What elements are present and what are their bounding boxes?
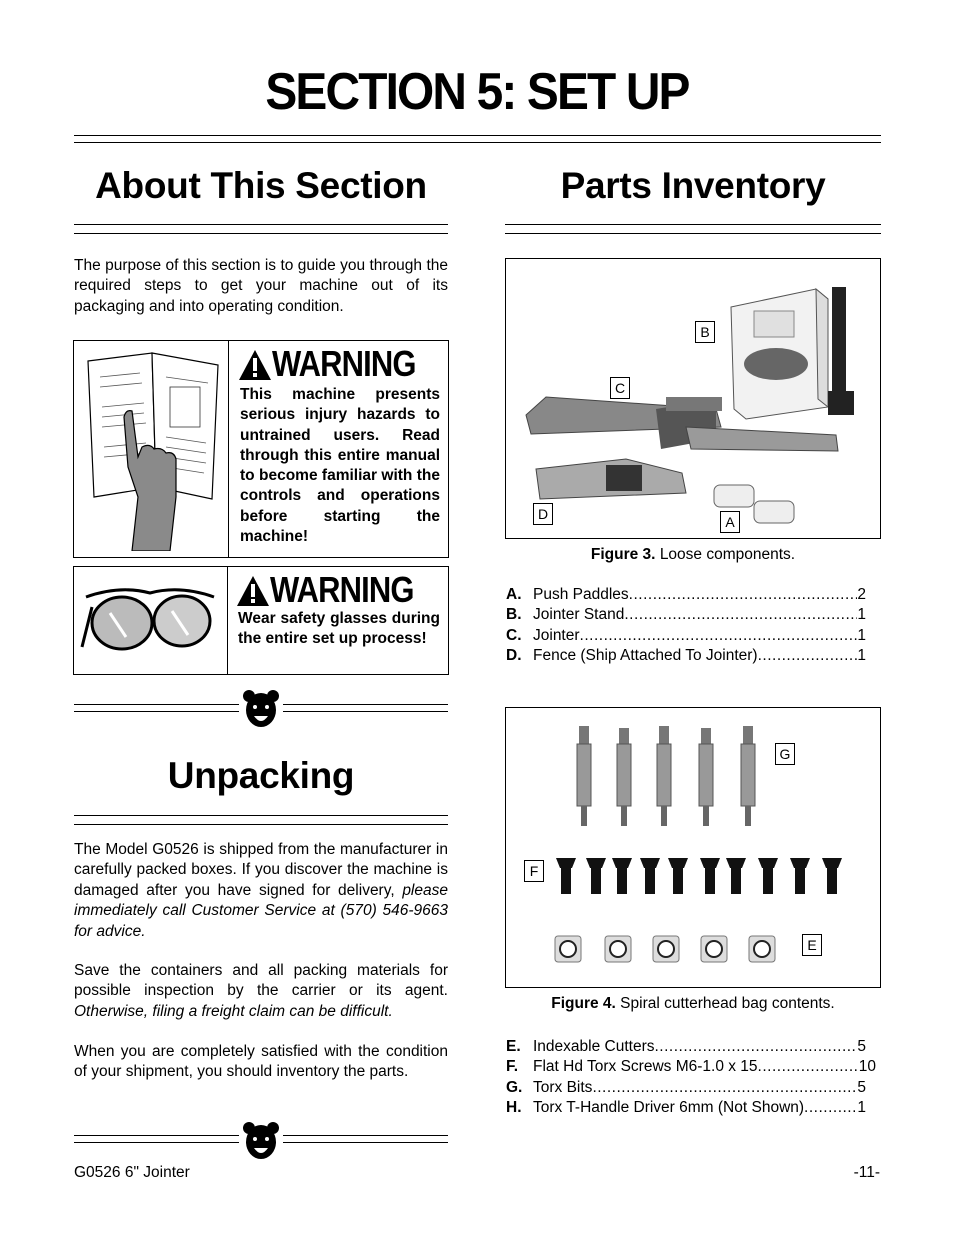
parts-list-2 (506, 1037, 876, 1118)
parts-list-1 (506, 585, 866, 666)
divider2-left-b (74, 1142, 239, 1143)
about-text: The purpose of this section is to guide you through the required steps to get your machine out of its packaging and into operating condition. (74, 257, 448, 315)
divider1-left-b (74, 711, 239, 712)
figure3-caption-text: Loose components. (659, 546, 796, 563)
about-rule-top (74, 224, 448, 225)
unpacking-p2-italic: Otherwise, filing a freight claim can be difficult. (74, 1002, 393, 1020)
unpacking-heading: Unpacking (167, 755, 355, 796)
about-rule-bottom (74, 233, 448, 234)
unpacking-paragraph-1 (74, 840, 448, 942)
unpacking-rule-top (74, 815, 448, 816)
divider2-left-a (74, 1135, 239, 1136)
divider2-right-a (283, 1135, 448, 1136)
list-item: C. Jointer ..... 1 (506, 626, 866, 646)
bear-logo-icon (240, 1120, 282, 1162)
figure4-label: Figure 4. (551, 995, 616, 1012)
warning2-text: Wear safety glasses during the entire set up process! (238, 610, 440, 648)
warning2-title: WARNING (270, 569, 414, 610)
unpacking-p1-text: The Model G0526 is shipped from the manufacturer in carefully packed boxes. If you discover the machine is damaged after you have signed for delivery, (74, 841, 448, 899)
figure3-callout-a: A (720, 511, 740, 533)
warning-box-glasses (73, 566, 449, 675)
warning2-triangle-icon (236, 575, 270, 607)
figure3-callout-c: C (610, 377, 630, 399)
safety-glasses-image (80, 577, 220, 665)
list-item: E. Indexable Cutters ..... 5 (506, 1037, 866, 1057)
title-rule-top (74, 135, 881, 136)
figure3-callout-b: B (695, 321, 715, 343)
list-item: A. Push Paddles ..... 2 (506, 585, 866, 605)
list-item: H. Torx T-Handle Driver 6mm (Not Shown) ..... 1 (506, 1098, 866, 1118)
figure3-caption (505, 546, 881, 564)
inventory-rule-top (505, 224, 881, 225)
warning-box-manual (73, 340, 449, 558)
figure4-callout-e: E (802, 934, 822, 956)
unpacking-rule-bottom (74, 824, 448, 825)
unpacking-paragraph-3: When you are completely satisfied with the condition of your shipment, you should inventory the parts. (74, 1043, 448, 1081)
footer-model: G0526 6" Jointer (74, 1164, 190, 1181)
list-item: F. Flat Hd Torx Screws M6-1.0 x 15 ..... 10 (506, 1057, 876, 1077)
about-heading: About This Section (95, 165, 427, 206)
bear-logo-icon (240, 688, 282, 730)
figure4-callout-g: G (775, 743, 795, 765)
divider1-right-b (283, 711, 448, 712)
list-item: G. Torx Bits ..... 5 (506, 1078, 866, 1098)
list-item: D. Fence (Ship Attached To Jointer) ..... 1 (506, 646, 866, 666)
warning1-divider (228, 341, 229, 557)
figure3-callout-d: D (533, 503, 553, 525)
section-title: SECTION 5: SET UP (265, 63, 689, 121)
figure3-label: Figure 3. (590, 546, 656, 563)
inventory-heading: Parts Inventory (560, 165, 826, 206)
divider1-left-a (74, 704, 239, 705)
figure4-caption (505, 995, 881, 1013)
figure4-photo (505, 707, 881, 988)
warning1-title: WARNING (272, 343, 416, 384)
figure4-callout-f: F (524, 860, 544, 882)
list-item: B. Jointer Stand ..... 1 (506, 605, 866, 625)
unpacking-paragraph-2 (74, 961, 448, 1022)
figure4-caption-text: Spiral cutterhead bag contents. (620, 995, 835, 1012)
divider2-right-b (283, 1142, 448, 1143)
warning1-text: This machine presents serious injury hazards to untrained users. Read through this entire manual to become familiar with the controls and operations before starting the machine! (240, 386, 440, 546)
unpacking-p1-italic: please immediately call Customer Service at (570) 546-9663 for advice. (74, 881, 448, 940)
warning2-divider (227, 567, 228, 674)
warning1-triangle-icon (238, 349, 272, 381)
unpacking-p2-text: Save the containers and all packing materials for possible inspection by the carrier or its agent. (74, 962, 448, 1000)
title-rule-bottom (74, 142, 881, 143)
figure3-photo (505, 258, 881, 539)
manual-reading-image (80, 347, 228, 551)
footer-page-number: -11- (853, 1164, 880, 1181)
inventory-rule-bottom (505, 233, 881, 234)
divider1-right-a (283, 704, 448, 705)
